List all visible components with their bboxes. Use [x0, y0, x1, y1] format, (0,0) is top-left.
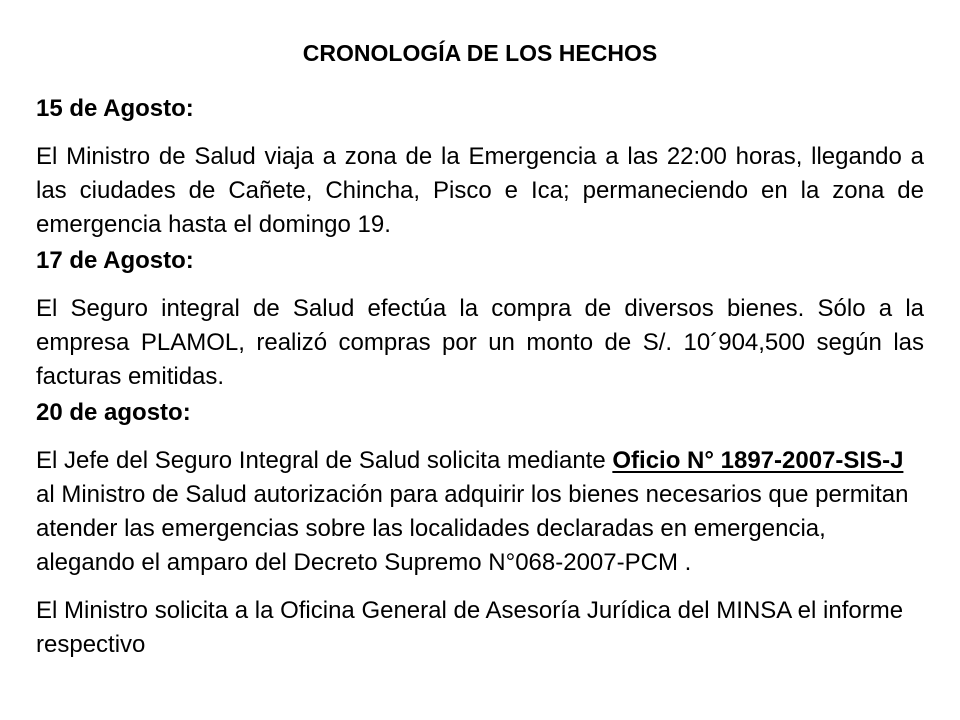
oficio-link[interactable]: Oficio N° 1897-2007-SIS-J: [612, 447, 904, 474]
section-heading: 17 de Agosto:: [36, 247, 194, 274]
section-text: El Ministro de Salud viaja a zona de la Emergencia a las 22:00 horas, llegando a las ciudades de Cañete, Chincha, Pisco e Ica; permaneciendo en la zona de emergencia hasta el domingo 19.: [36, 143, 924, 238]
section-heading: 15 de Agosto:: [36, 95, 194, 122]
page-title: CRONOLOGÍA DE LOS HECHOS: [302, 40, 658, 66]
section-heading: 20 de agosto:: [36, 399, 191, 426]
text-before-link: El Jefe del Seguro Integral de Salud solicita mediante: [36, 447, 613, 474]
section-text-2: El Ministro solicita a la Oficina General de Asesoría Jurídica del MINSA el informe respectivo: [36, 597, 904, 658]
section-20-agosto: [36, 396, 924, 662]
section-text: El Seguro integral de Salud efectúa la compra de diversos bienes. Sólo a la empresa PLAMOL, realizó compras por un monto de S/. 10´904,500 según las facturas emitidas.: [36, 295, 924, 390]
text-after-link: al Ministro de Salud autorización para adquirir los bienes necesarios que permitan atender las emergencias sobre las localidades declaradas en emergencia, alegando el amparo del Decreto Supremo N°068-2007-PCM .: [36, 481, 909, 576]
section-text: [36, 444, 924, 580]
section-17-agosto: [36, 244, 924, 394]
section-15-agosto: [36, 92, 924, 242]
